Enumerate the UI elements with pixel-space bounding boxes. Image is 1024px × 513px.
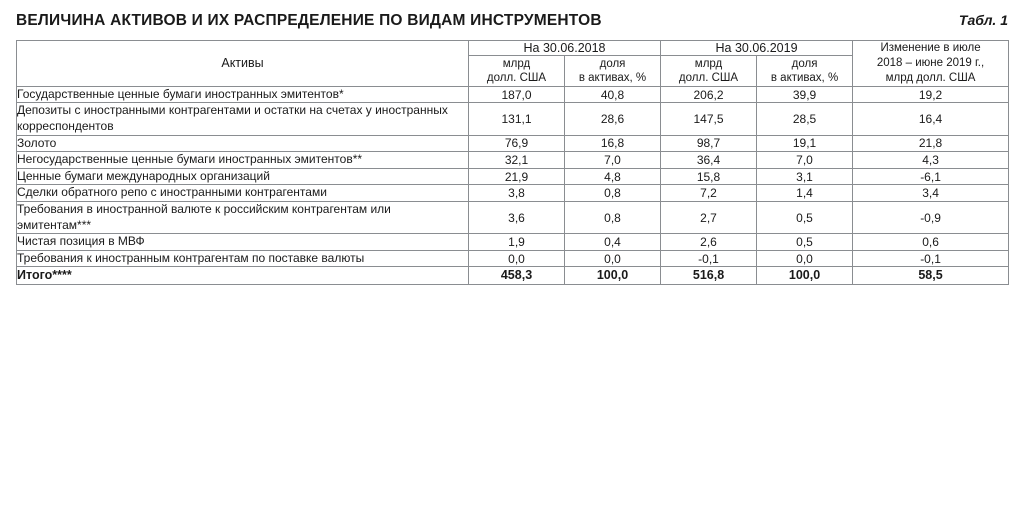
table-total-row xyxy=(17,267,1009,284)
cell-share-2019: 0,0 xyxy=(757,250,853,267)
table-row xyxy=(17,168,1009,185)
table-row xyxy=(17,250,1009,267)
cell-change: 21,8 xyxy=(853,135,1009,152)
row-label: Чистая позиция в МВФ xyxy=(17,234,469,251)
page-title: ВЕЛИЧИНА АКТИВОВ И ИХ РАСПРЕДЕЛЕНИЕ ПО ВИДАМ ИНСТРУМЕНТОВ xyxy=(16,12,602,29)
header-share-2018 xyxy=(565,56,661,86)
cell-share-2019: 0,5 xyxy=(757,201,853,233)
table-header-row-1 xyxy=(17,41,1009,56)
cell-usd-2018: 32,1 xyxy=(469,152,565,169)
header-share-2018-line2: в активах, % xyxy=(578,72,647,85)
header-change-line3: млрд долл. США xyxy=(885,71,976,84)
cell-share-2018: 40,8 xyxy=(565,86,661,103)
table-row xyxy=(17,152,1009,169)
row-label: Негосударственные ценные бумаги иностранных эмитентов** xyxy=(17,152,469,169)
cell-share-2019: 1,4 xyxy=(757,185,853,202)
header-assets: Активы xyxy=(17,41,469,87)
header-usd-2018-line1: млрд xyxy=(502,57,531,70)
cell-share-2019: 28,5 xyxy=(757,103,853,135)
cell-share-2018: 0,4 xyxy=(565,234,661,251)
cell-usd-2018: 3,6 xyxy=(469,201,565,233)
cell-change: -0,1 xyxy=(853,250,1009,267)
cell-share-2018: 4,8 xyxy=(565,168,661,185)
cell-usd-2019: 98,7 xyxy=(661,135,757,152)
header-share-2019-line1: доля xyxy=(791,57,818,70)
header-usd-2019 xyxy=(661,56,757,86)
cell-usd-2019: 36,4 xyxy=(661,152,757,169)
header-group-2019: На 30.06.2019 xyxy=(661,41,853,56)
cell-usd-2019: 206,2 xyxy=(661,86,757,103)
total-share-2018: 100,0 xyxy=(565,267,661,284)
header-usd-2019-line1: млрд xyxy=(694,57,723,70)
header-share-2019-line2: в активах, % xyxy=(770,72,839,85)
header-change xyxy=(853,41,1009,87)
cell-usd-2019: -0,1 xyxy=(661,250,757,267)
cell-usd-2019: 7,2 xyxy=(661,185,757,202)
header-usd-2018-line2: долл. США xyxy=(486,72,547,85)
cell-change: -6,1 xyxy=(853,168,1009,185)
cell-change: 19,2 xyxy=(853,86,1009,103)
header-group-2018: На 30.06.2018 xyxy=(469,41,661,56)
header-change-line2: 2018 – июне 2019 г., xyxy=(876,56,985,69)
total-share-2019: 100,0 xyxy=(757,267,853,284)
row-label: Требования к иностранным контрагентам по поставке валюты xyxy=(17,250,469,267)
table-row xyxy=(17,86,1009,103)
cell-share-2018: 0,8 xyxy=(565,185,661,202)
cell-share-2019: 0,5 xyxy=(757,234,853,251)
cell-share-2018: 28,6 xyxy=(565,103,661,135)
cell-change: 4,3 xyxy=(853,152,1009,169)
cell-change: -0,9 xyxy=(853,201,1009,233)
cell-usd-2018: 0,0 xyxy=(469,250,565,267)
row-label: Требования в иностранной валюте к российским контрагентам или эмитентам*** xyxy=(17,201,469,233)
total-change: 58,5 xyxy=(853,267,1009,284)
assets-table xyxy=(16,40,1009,285)
header-share-2019 xyxy=(757,56,853,86)
cell-usd-2018: 21,9 xyxy=(469,168,565,185)
cell-share-2019: 39,9 xyxy=(757,86,853,103)
total-usd-2019: 516,8 xyxy=(661,267,757,284)
table-row xyxy=(17,234,1009,251)
cell-share-2018: 7,0 xyxy=(565,152,661,169)
cell-change: 3,4 xyxy=(853,185,1009,202)
cell-usd-2019: 2,7 xyxy=(661,201,757,233)
cell-share-2019: 3,1 xyxy=(757,168,853,185)
row-label: Депозиты с иностранными контрагентами и остатки на счетах у иностранных корреспондентов xyxy=(17,103,469,135)
cell-usd-2018: 131,1 xyxy=(469,103,565,135)
cell-usd-2019: 147,5 xyxy=(661,103,757,135)
table-row xyxy=(17,103,1009,135)
header-change-line1: Изменение в июле xyxy=(880,42,981,54)
cell-share-2019: 19,1 xyxy=(757,135,853,152)
cell-usd-2018: 76,9 xyxy=(469,135,565,152)
header-usd-2019-line2: долл. США xyxy=(678,72,739,85)
document-header xyxy=(16,0,1008,40)
table-head xyxy=(17,41,1009,87)
cell-share-2018: 0,0 xyxy=(565,250,661,267)
row-label: Сделки обратного репо с иностранными контрагентами xyxy=(17,185,469,202)
row-label: Золото xyxy=(17,135,469,152)
cell-usd-2018: 1,9 xyxy=(469,234,565,251)
cell-change: 0,6 xyxy=(853,234,1009,251)
cell-usd-2019: 2,6 xyxy=(661,234,757,251)
cell-change: 16,4 xyxy=(853,103,1009,135)
cell-usd-2019: 15,8 xyxy=(661,168,757,185)
header-usd-2018 xyxy=(469,56,565,86)
cell-usd-2018: 3,8 xyxy=(469,185,565,202)
table-number-label: Табл. 1 xyxy=(958,12,1008,28)
row-label: Государственные ценные бумаги иностранных эмитентов* xyxy=(17,86,469,103)
row-label: Ценные бумаги международных организаций xyxy=(17,168,469,185)
table-row xyxy=(17,185,1009,202)
cell-share-2019: 7,0 xyxy=(757,152,853,169)
total-usd-2018: 458,3 xyxy=(469,267,565,284)
header-share-2018-line1: доля xyxy=(599,57,626,70)
cell-usd-2018: 187,0 xyxy=(469,86,565,103)
cell-share-2018: 16,8 xyxy=(565,135,661,152)
table-row xyxy=(17,135,1009,152)
total-label: Итого**** xyxy=(17,267,469,284)
table-row xyxy=(17,201,1009,233)
cell-share-2018: 0,8 xyxy=(565,201,661,233)
table-body xyxy=(17,86,1009,284)
